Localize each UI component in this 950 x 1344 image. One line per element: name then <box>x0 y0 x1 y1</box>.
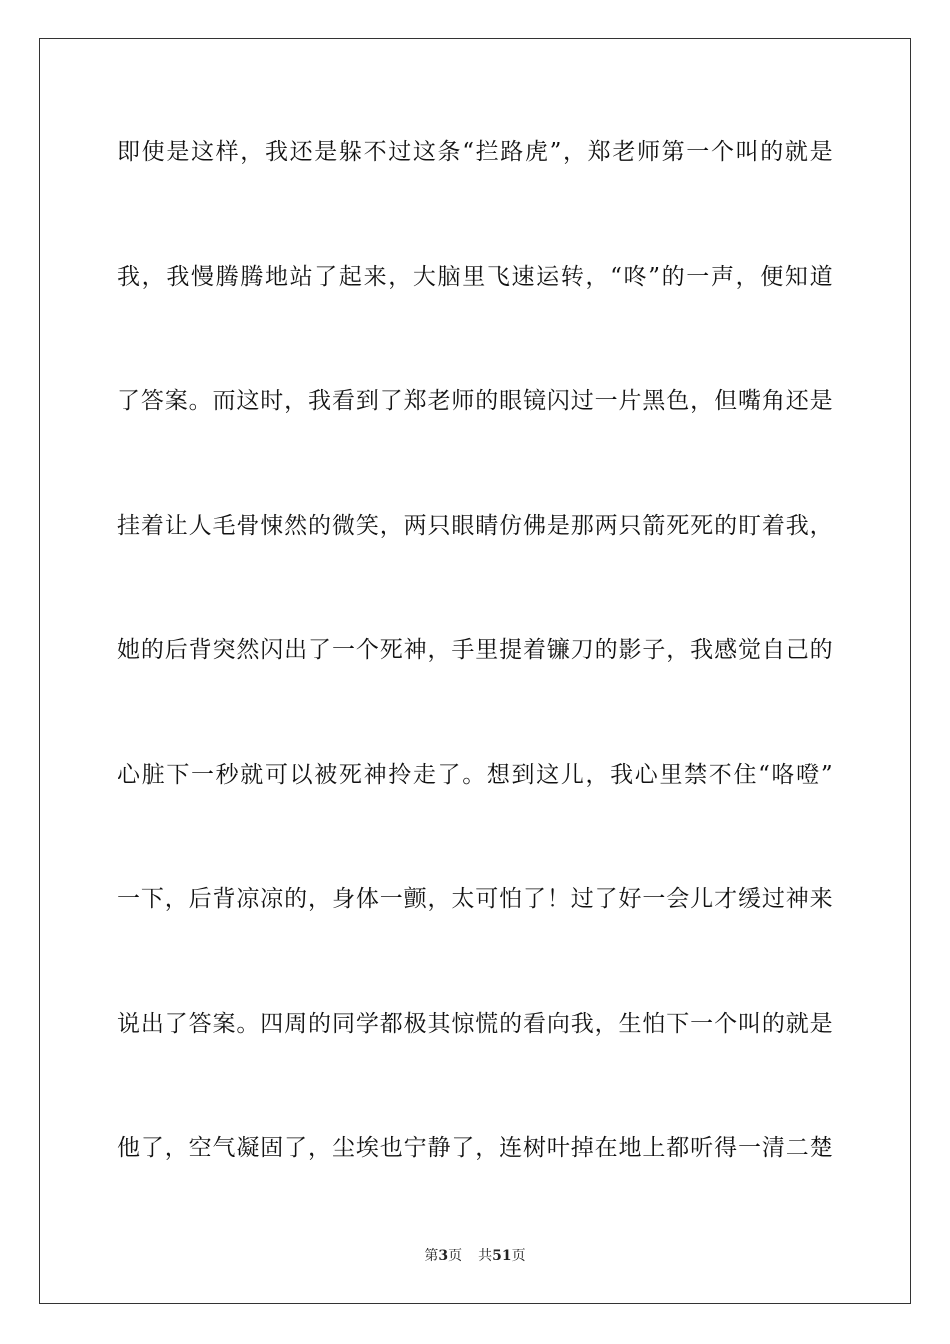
text-line: 心脏下一秒就可以被死神拎走了。想到这儿，我心里禁不住“咯噔” <box>117 761 833 788</box>
page-number: 3 <box>438 1248 449 1264</box>
page-prefix: 第 <box>424 1248 439 1264</box>
body-text <box>117 126 833 1247</box>
text-line: 即使是这样，我还是躲不过这条“拦路虎”，郑老师第一个叫的就是 <box>117 139 833 165</box>
text-line: 了答案。而这时，我看到了郑老师的眼镜闪过一片黑色，但嘴角还是 <box>117 388 833 414</box>
text-line: 我，我慢腾腾地站了起来，大脑里飞速运转，“咚”的一声，便知道 <box>117 263 833 290</box>
page-footer <box>0 1246 950 1266</box>
text-line: 挂着让人毛骨悚然的微笑，两只眼睛仿佛是那两只箭死死的盯着我， <box>117 512 833 539</box>
page-suffix: 页 <box>448 1248 463 1264</box>
total-suffix: 页 <box>511 1248 526 1264</box>
text-line: 她的后背突然闪出了一个死神，手里提着镰刀的影子，我感觉自己的 <box>117 637 833 663</box>
total-pages: 51 <box>492 1248 512 1264</box>
total-prefix: 共 <box>478 1248 493 1264</box>
text-line: 说出了答案。四周的同学都极其惊慌的看向我，生怕下一个叫的就是 <box>117 1010 833 1037</box>
text-line: 他了，空气凝固了，尘埃也宁静了，连树叶掉在地上都听得一清二楚 <box>117 1135 833 1161</box>
text-line: 一下，后背凉凉的，身体一颤，太可怕了！过了好一会儿才缓过神来 <box>117 886 833 912</box>
